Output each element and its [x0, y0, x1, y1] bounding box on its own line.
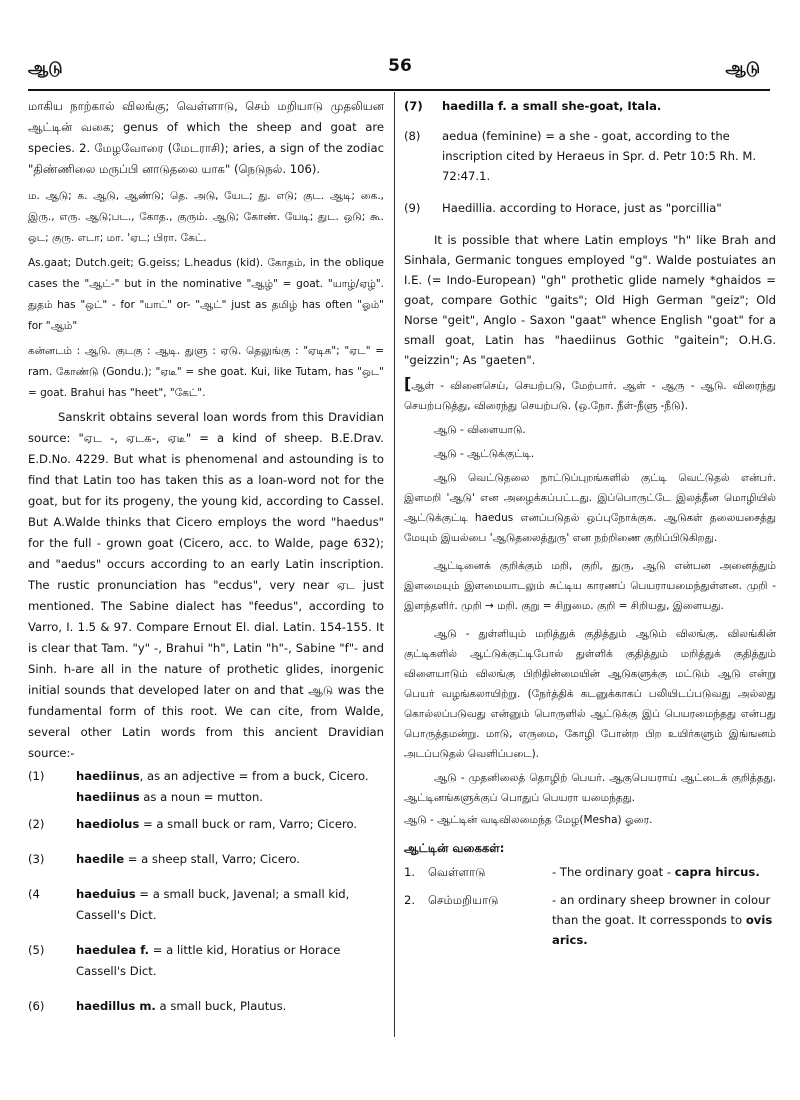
tamil-line-3: ஆடு - ஆட்டுக்குட்டி.	[434, 448, 535, 460]
list-item-number: (2)	[28, 817, 45, 831]
list-item-text: aedua (feminine) = a she - goat, according to the inscription cited by Heraeus in Spr. d. Petr 10:5 Rh. M. 72:47.1.	[442, 129, 757, 183]
right-column	[404, 96, 776, 950]
varieties-table	[404, 862, 776, 950]
latin-headword: haeduius	[76, 887, 136, 901]
variety-tamil-name: செம்மறியாடு	[428, 893, 499, 907]
left-paragraph-germanic: As.gaat; Dutch.geit; G.geiss; L.headus (kid). கோதம், in the oblique cases the "ஆட்-" but in the nominative "ஆழ்" = goat. "யாழ்/ஏழ்". துதம் has "ஒட்" - for "யாட்" or- "ஆட்" just as தமிழ் has often "ஓம்" for "ஆம்"	[28, 257, 384, 332]
list-item-text: haedile = a sheep stall, Varro; Cicero.	[76, 852, 300, 866]
left-paragraph-cognates: ம. ஆடு; க. ஆடு, ஆண்டு; தெ. அடு, யேட; து. எடு; குட. ஆடி; கை., இரு., எரு. ஆடு;பட., கோத., குரும். ஆடு; கோண். யேடி; துட. ஒடு; கூ. ஒட; குரு. எடா; மா. 'ஏட; பிரா. கேட்.	[28, 190, 384, 244]
latin-headword: haediolus	[76, 817, 140, 831]
variety-number: 1.	[404, 865, 416, 879]
list-item-text: haedillus m. a small buck, Plautus.	[76, 999, 287, 1013]
latin-headword: haediinus	[76, 769, 140, 783]
list-item-text: haediinus, as an adjective = from a buck, Cicero.	[76, 769, 369, 783]
tamil-line-2: ஆடு - விளையாடு.	[434, 424, 526, 436]
left-paragraph-dravidian: கன்னடம் : ஆடு. குடகு : ஆடி. துளு : ஏடு. தெலுங்கு : "ஏடிக"; "ஏட" = ram. கோண்டு (Gondu.); "ஏடீ" = she goat. Kui, like Tutam, has "ஒட" = goat. Brahui has "heet", "கேட்".	[28, 345, 384, 399]
header-left-word: ஆடு	[28, 58, 63, 77]
list-item	[28, 849, 384, 884]
variety-description	[552, 882, 776, 950]
tamil-paragraph-7: ஆடு - முதனிலைத் தொழிற் பெயர். ஆகுபெயராய் ஆட்டைக் குறித்தது. ஆட்டினங்களுக்குப் பொதுப் பெயரா யமைந்தது.	[404, 772, 776, 804]
list-item-number: (5)	[28, 943, 45, 957]
bracket-mark: [	[404, 374, 412, 393]
latin-headword: haedile	[76, 852, 125, 866]
page-header	[0, 58, 800, 88]
header-rule	[28, 89, 770, 91]
list-item-text: Haedillia. according to Horace, just as "porcillia"	[442, 201, 722, 215]
variety-latin-name: ovis arics.	[552, 913, 773, 947]
header-right-word: ஆடு	[725, 58, 760, 77]
left-column	[28, 96, 384, 1020]
latin-headword: haediinus	[76, 790, 140, 804]
latin-headword: haedulea f.	[76, 943, 150, 957]
tamil-paragraph-1-text: ஆள் - வினைசெய், செயற்படு, மேற்பார். ஆள் - ஆரு - ஆடு. விரைந்து செயற்படுத்து, விரைந்து செயற்படு. (ஒ.நோ. நீள்-நீளு -நீடு).	[404, 380, 776, 412]
table-row	[404, 862, 776, 882]
varieties-heading: ஆட்டின் வகைகள்:	[404, 841, 505, 855]
right-paragraph-germanic: It is possible that where Latin employs "h" like Brah and Sinhala, Germanic tongues employed "g". Walde postuiates an I.E. (= Indo-European) "gh" prothetic glide namely *ghaidos = goat, compare Gothic "gaits"; Old High German "geiz"; Old Norse "geit", Anglo - Saxon "gaat" whence English "goat" for a small goat, Latin has "haediinus Gothic "gaitein"; O.H.G. "geizzin"; As "gaeten".	[404, 233, 776, 367]
list-item-number: (9)	[404, 201, 421, 215]
list-item-text: haeduius = a small buck, Javenal; a small kid, Cassell's Dict.	[76, 887, 350, 922]
variety-latin-name: capra hircus.	[674, 865, 760, 879]
list-item	[404, 96, 776, 116]
list-item	[404, 126, 776, 186]
latin-words-list	[28, 766, 384, 1020]
variety-description	[552, 862, 776, 882]
latin-headword: haedillus m.	[76, 999, 156, 1013]
list-item-text: haedulea f. = a little kid, Horatius or Horace Cassell's Dict.	[76, 943, 341, 978]
column-divider	[394, 92, 395, 1037]
list-item	[28, 814, 384, 849]
list-item-text: haedilla f. a small she-goat, Itala.	[442, 99, 662, 113]
variety-number: 2.	[404, 893, 416, 907]
list-item-number: (3)	[28, 852, 45, 866]
left-paragraph-1: மாகிய நாற்கால் விலங்கு; வெள்ளாடு, செம் மறியாடு முதலியன ஆட்டின் வகை; genus of which the sheep and goat are species. 2. மேழவோரை (மேடராசி); aries, a sign of the zodiac "திண்ணிலை மருப்பி னாடுதலை யாக" (நெடுநல். 106).	[28, 99, 384, 176]
list-item	[28, 766, 384, 814]
tamil-paragraph-6: ஆடு - துள்ளியும் மறித்துக் குதித்தும் ஆடும் விலங்கு. விலங்கின் குட்டிகளில் ஆட்டுக்குட்டிபோல் துள்ளிக் குதித்தும் மறித்துக் குதித்தும் விளையாடும் விலங்கு பிறிதின்மையின் ஆடுகளுக்கு மட்டும் ஆடு என்று பெயர் வழங்கலாயிற்று. (நேர்த்திக் கடனுக்காகப் பலியிடப்படுவது அல்லது கொல்லப்படுவது என்னும் பொருளில் ஆட்டுக்கு இப் பெயரமைந்தது என்பது பொருத்தமன்று. மாடு, எருமை, கோழி போன்ற பிற உயிர்களும் இங்ஙனம் அடப்படுதல் வெளிப்படை).	[404, 628, 776, 760]
list-item-text: haediolus = a small buck or ram, Varro; Cicero.	[76, 817, 358, 831]
list-item	[404, 198, 776, 218]
tamil-paragraph-4: ஆடு வெட்டுதலை நாட்டுப்புறங்களில் குட்டி வெட்டுதல் என்பர். இளமறி 'ஆடு' என அழைக்கப்பட்டது. இப்பொருட்டே இலத்தீன மொழியில் ஆட்டுக்குட்டி haedus எனப்படுதல் ஒப்புநோக்குக. ஆடுகள் தலையசைத்து மேயும் இயல்பை 'ஆடுதலைத்துரு' என நற்றிணை குறிப்பிடுகிறது.	[404, 472, 776, 544]
tamil-paragraph-5: ஆட்டினைக் குறிக்கும் மறி, குறி, துரு, ஆடு என்பன அனைத்தும் இளமையும் இளமையாடலும் சுட்டிய காரணப் பெயராயமைந்துள்ளன. முறி - இளந்தளிர். முறி → மறி. குறு = சிறுமை. குறி = சிறியது, இளையது.	[404, 560, 776, 612]
variety-description-text: - The ordinary goat -	[552, 865, 675, 879]
tamil-line-8: ஆடு - ஆட்டின் வடிவிலமைந்த மேழ(Mesha) ஓரை.	[404, 814, 653, 826]
page-number: 56	[388, 56, 412, 76]
list-item	[28, 884, 384, 940]
list-item	[28, 996, 384, 1020]
tamil-paragraph-1	[404, 374, 776, 416]
list-item-number: (4	[28, 887, 40, 901]
list-item-number: (6)	[28, 999, 45, 1013]
table-row	[404, 882, 776, 950]
list-item	[28, 940, 384, 996]
left-paragraph-sanskrit: Sanskrit obtains several loan words from this Dravidian source: "ஏட -, ஏடக-, ஏடீ" = a kind of sheep. B.E.Drav. E.D.No. 4229. But what is phenomenal and astounding is to find that Latin too has taken this as a loan-word not for the goat, but for its progeny, the young kid, according to Cassel. But A.Walde thinks that Cicero employs the word "haedus" for the full - grown goat (Cicero, acc. to Walde, page 632); and "aedus" occurs according to an early Latin inscription. The rustic pronunciation has "ecdus", very near ஏட just mentioned. The Sabine dialect has "feedus", according to Varro, I. 1.5 & 97. Compare Ernout El. dial. Latin. 154-155. It is clear that Tam. "y" -, Brahui "h", Latin "h"-, Sabine "f"- and Sinh. h-are all in the nature of prothetic glides, inorgenic initial sounds that developed later on and that ஆடு was the fundamental form of this root. We can cite, from Walde, several other Latin words from this ancient Dravidian source:-	[28, 410, 384, 760]
list-item-number: (1)	[28, 769, 45, 783]
list-item-number: (7)	[404, 99, 423, 113]
list-item-text-2: haediinus as a noun = mutton.	[76, 790, 263, 804]
variety-tamil-name: வெள்ளாடு	[428, 865, 486, 879]
list-item-number: (8)	[404, 129, 421, 143]
variety-description-text: - an ordinary sheep browner in colour than the goat. It corressponds to	[552, 893, 771, 927]
